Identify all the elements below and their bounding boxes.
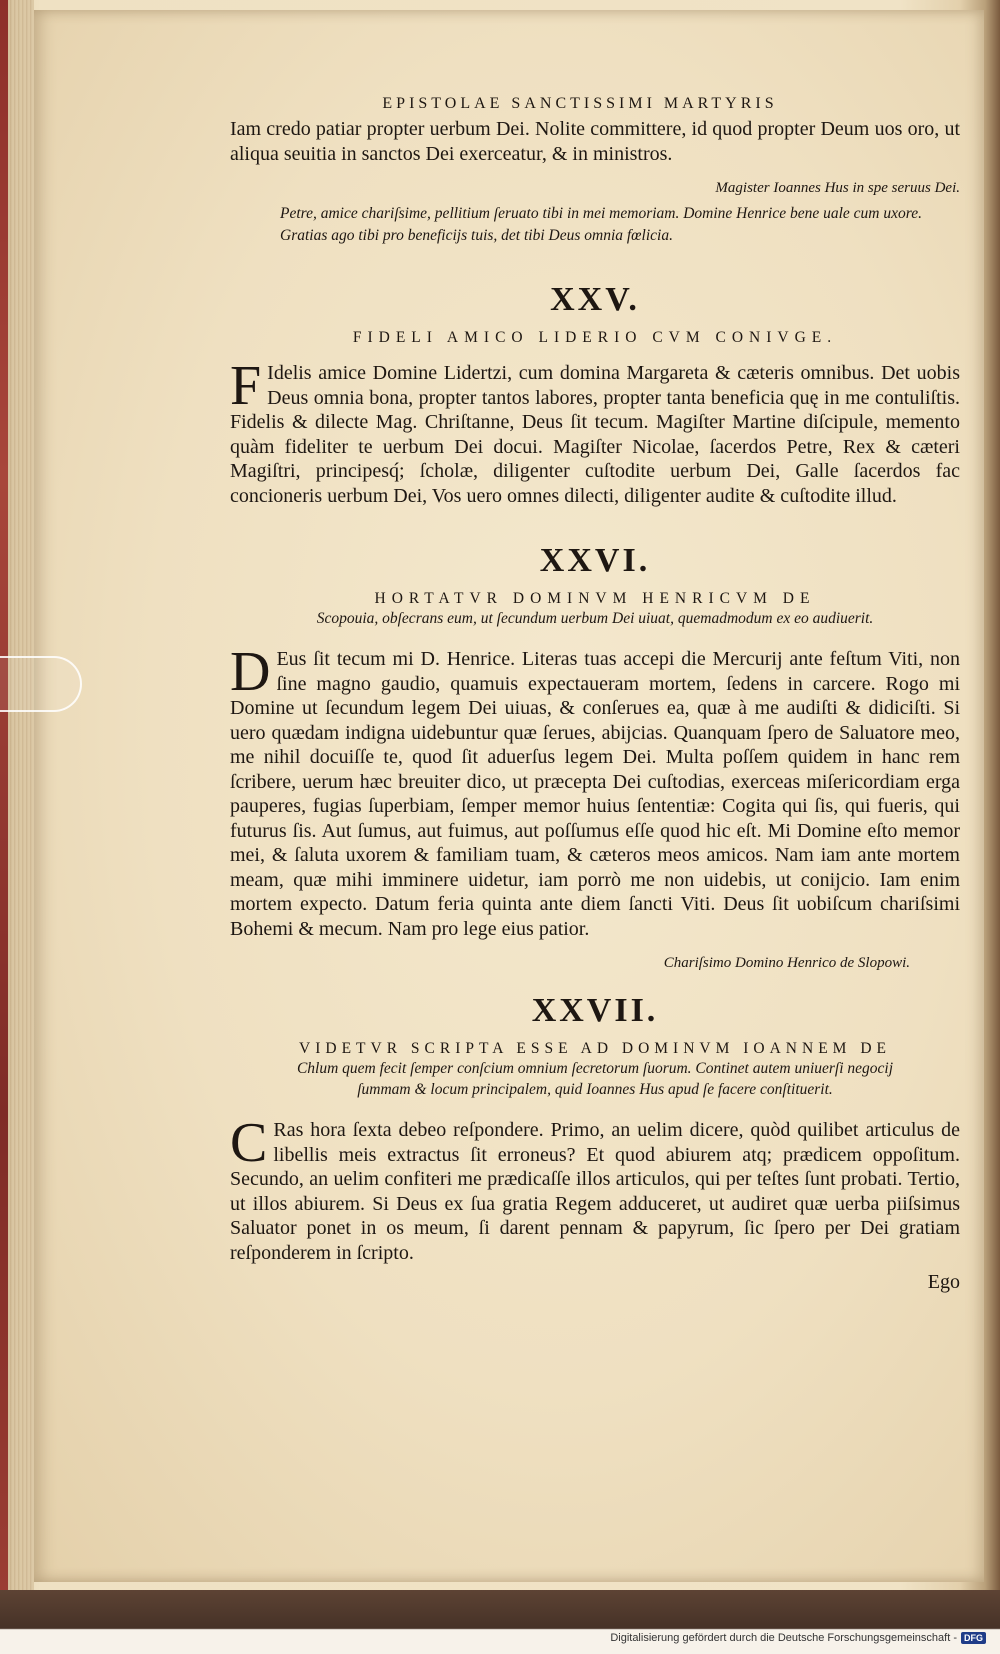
- letter25-heading: FIDELI AMICO LIDERIO CVM CONIVGE.: [352, 329, 838, 346]
- letter26-drop-cap: D: [230, 641, 271, 703]
- running-head: EPISTOLAE SANCTISSIMI MARTYRIS: [382, 95, 778, 112]
- catchword: Ego: [927, 1271, 960, 1293]
- letter24-signature: Magister Ioannes Hus in spe seruus Dei.: [715, 180, 960, 196]
- letter27-heading: VIDETVR SCRIPTA ESSE AD DOMINVM IOANNEM DE: [299, 1040, 891, 1057]
- letter25-drop-cap: F: [230, 355, 262, 417]
- footer-credit: Digitalisierung gefördert durch die Deutsche Forschungsgemeinschaft -: [610, 1632, 957, 1644]
- letter25-numeral: XXV.: [550, 281, 640, 318]
- letter26-body: Eus ſit tecum mi D. Henrice. Literas tuas accepi die Mercurij ante feſtum Viti, non ſine magno gaudio, quamuis expectaueram mortem, ſedens in carcere. Rogo mi Domine ut ſecundum legem Dei uiuas, & conſerues ea, quæ à me audiſti & didiciſti. Si uero quædam indigna uidebuntur quæ ſerues, abijcias. Quanquam ſpero de Saluatore meo, me nihil docuiſſe te, quod ſit aduerſus legem Dei. Multa poſſem quidem in hanc rem ſcribere, uerum hæc breuiter dico, ut præcepta Dei cuſtodias, exerceas miſericordiam erga pauperes, fugias ſuperbiam, ſemper memor huius ſententiæ: Cogita qui ſis, qui fueris, qui futurus ſis. Aut ſumus, aut fuimus, aut poſſumus eſſe quod hic eſt. Mi Domine eſto memor mei, & ſaluta uxorem & familiam tuam, & cæteros meos amicos. Nam iam ante mortem meam, quæ mihi imminere uidetur, iam porrò me non uidebis, ut conijcio. Iam enim mortem expecto. Datum feria quinta ante diem ſancti Viti. Deus ſit uobiſcum chariſsimi Bohemi & mecum. Nam pro lege eius patior.: [230, 648, 960, 940]
- letter27-subheading: Chlum quem fecit ſemper conſcium omnium ſecretorum ſuorum. Continet autem uniuerſi negocij ſummam & locum principalem, quid Ioannes Hus apud ſe facere conſtituerit.: [296, 1060, 894, 1098]
- book-spine: [0, 0, 8, 1590]
- digitization-footer: [610, 1632, 986, 1644]
- letter25-body: Idelis amice Domine Lidertzi, cum domina Margareta & cæteris omnibus. Det uobis Deus omnia bona, propter tantos labores, propter tanta beneficia quę in me contuliſtis. Fidelis & dilecte Mag. Chriſtanne, Deus ſit tecum. Magiſter Martine diſcipule, memento quàm fideliter te uerbum Dei docui. Magiſter Nicolae, ſacerdos Petre, Rex & cæteri Magiſtri, principesq́; ſcholæ, diligenter cuſtodite uerbum Dei, Galle ſacerdos fac concioneris uerbum Dei, Vos uero omnes dilecti, diligenter audite & cuſtodite illud.: [230, 362, 960, 507]
- letter27-numeral: XXVII.: [531, 992, 659, 1029]
- letter27-body: Ras hora ſexta debeo reſpondere. Primo, an uelim dicere, quòd quilibet articulus de libellis meis extractus ſit erroneus? Et quod abiurem atq; prædicem oppoſitum. Secundo, an uelim confiteri me prædicaſſe illos articulos, qui per teſtes ſunt probati. Tertio, ut illos abiurem. Si Deus ex ſua gratia Regem adduceret, ut audiret quæ uerba piiſsimus Saluator ponet in os meum, ſi darent pennam & papyrum, ſic ſpero per Dei gratiam reſponderem in ſcripto.: [230, 1119, 960, 1264]
- scan-bottom-band: [0, 1590, 1000, 1654]
- letter26-signature: Chariſsimo Domino Henrico de Slopowi.: [663, 955, 910, 971]
- letter26-subheading: Scopouia, obſecrans eum, ut ſecundum uerbum Dei uiuat, quemadmodum ex eo audiuerit.: [316, 610, 874, 627]
- letter25-body-block: [230, 355, 960, 508]
- letter26-numeral: XXVI.: [539, 542, 651, 579]
- letter26-body-block: [230, 641, 960, 941]
- letter26-heading: HORTATVR DOMINVM HENRICVM DE: [374, 590, 816, 607]
- page-tab-marker: [0, 656, 82, 712]
- dfg-logo: DFG: [961, 1632, 986, 1644]
- letter24-postscript: Petre, amice chariſsime, pellitium ſeruato tibi in mei memoriam. Domine Henrice bene uale cum uxore. Gratias ago tibi pro beneficijs tuis, det tibi Deus omnia fœlicia.: [280, 205, 922, 244]
- letter24-closing: Iam credo patiar propter uerbum Dei. Nolite committere, id quod propter Deum uos oro, ut aliqua seuitia in sanctos Dei exerceatur, & in ministros.: [230, 118, 960, 165]
- page-text: [230, 95, 960, 1293]
- letter27-drop-cap: C: [230, 1112, 268, 1174]
- letter27-body-block: [230, 1112, 960, 1265]
